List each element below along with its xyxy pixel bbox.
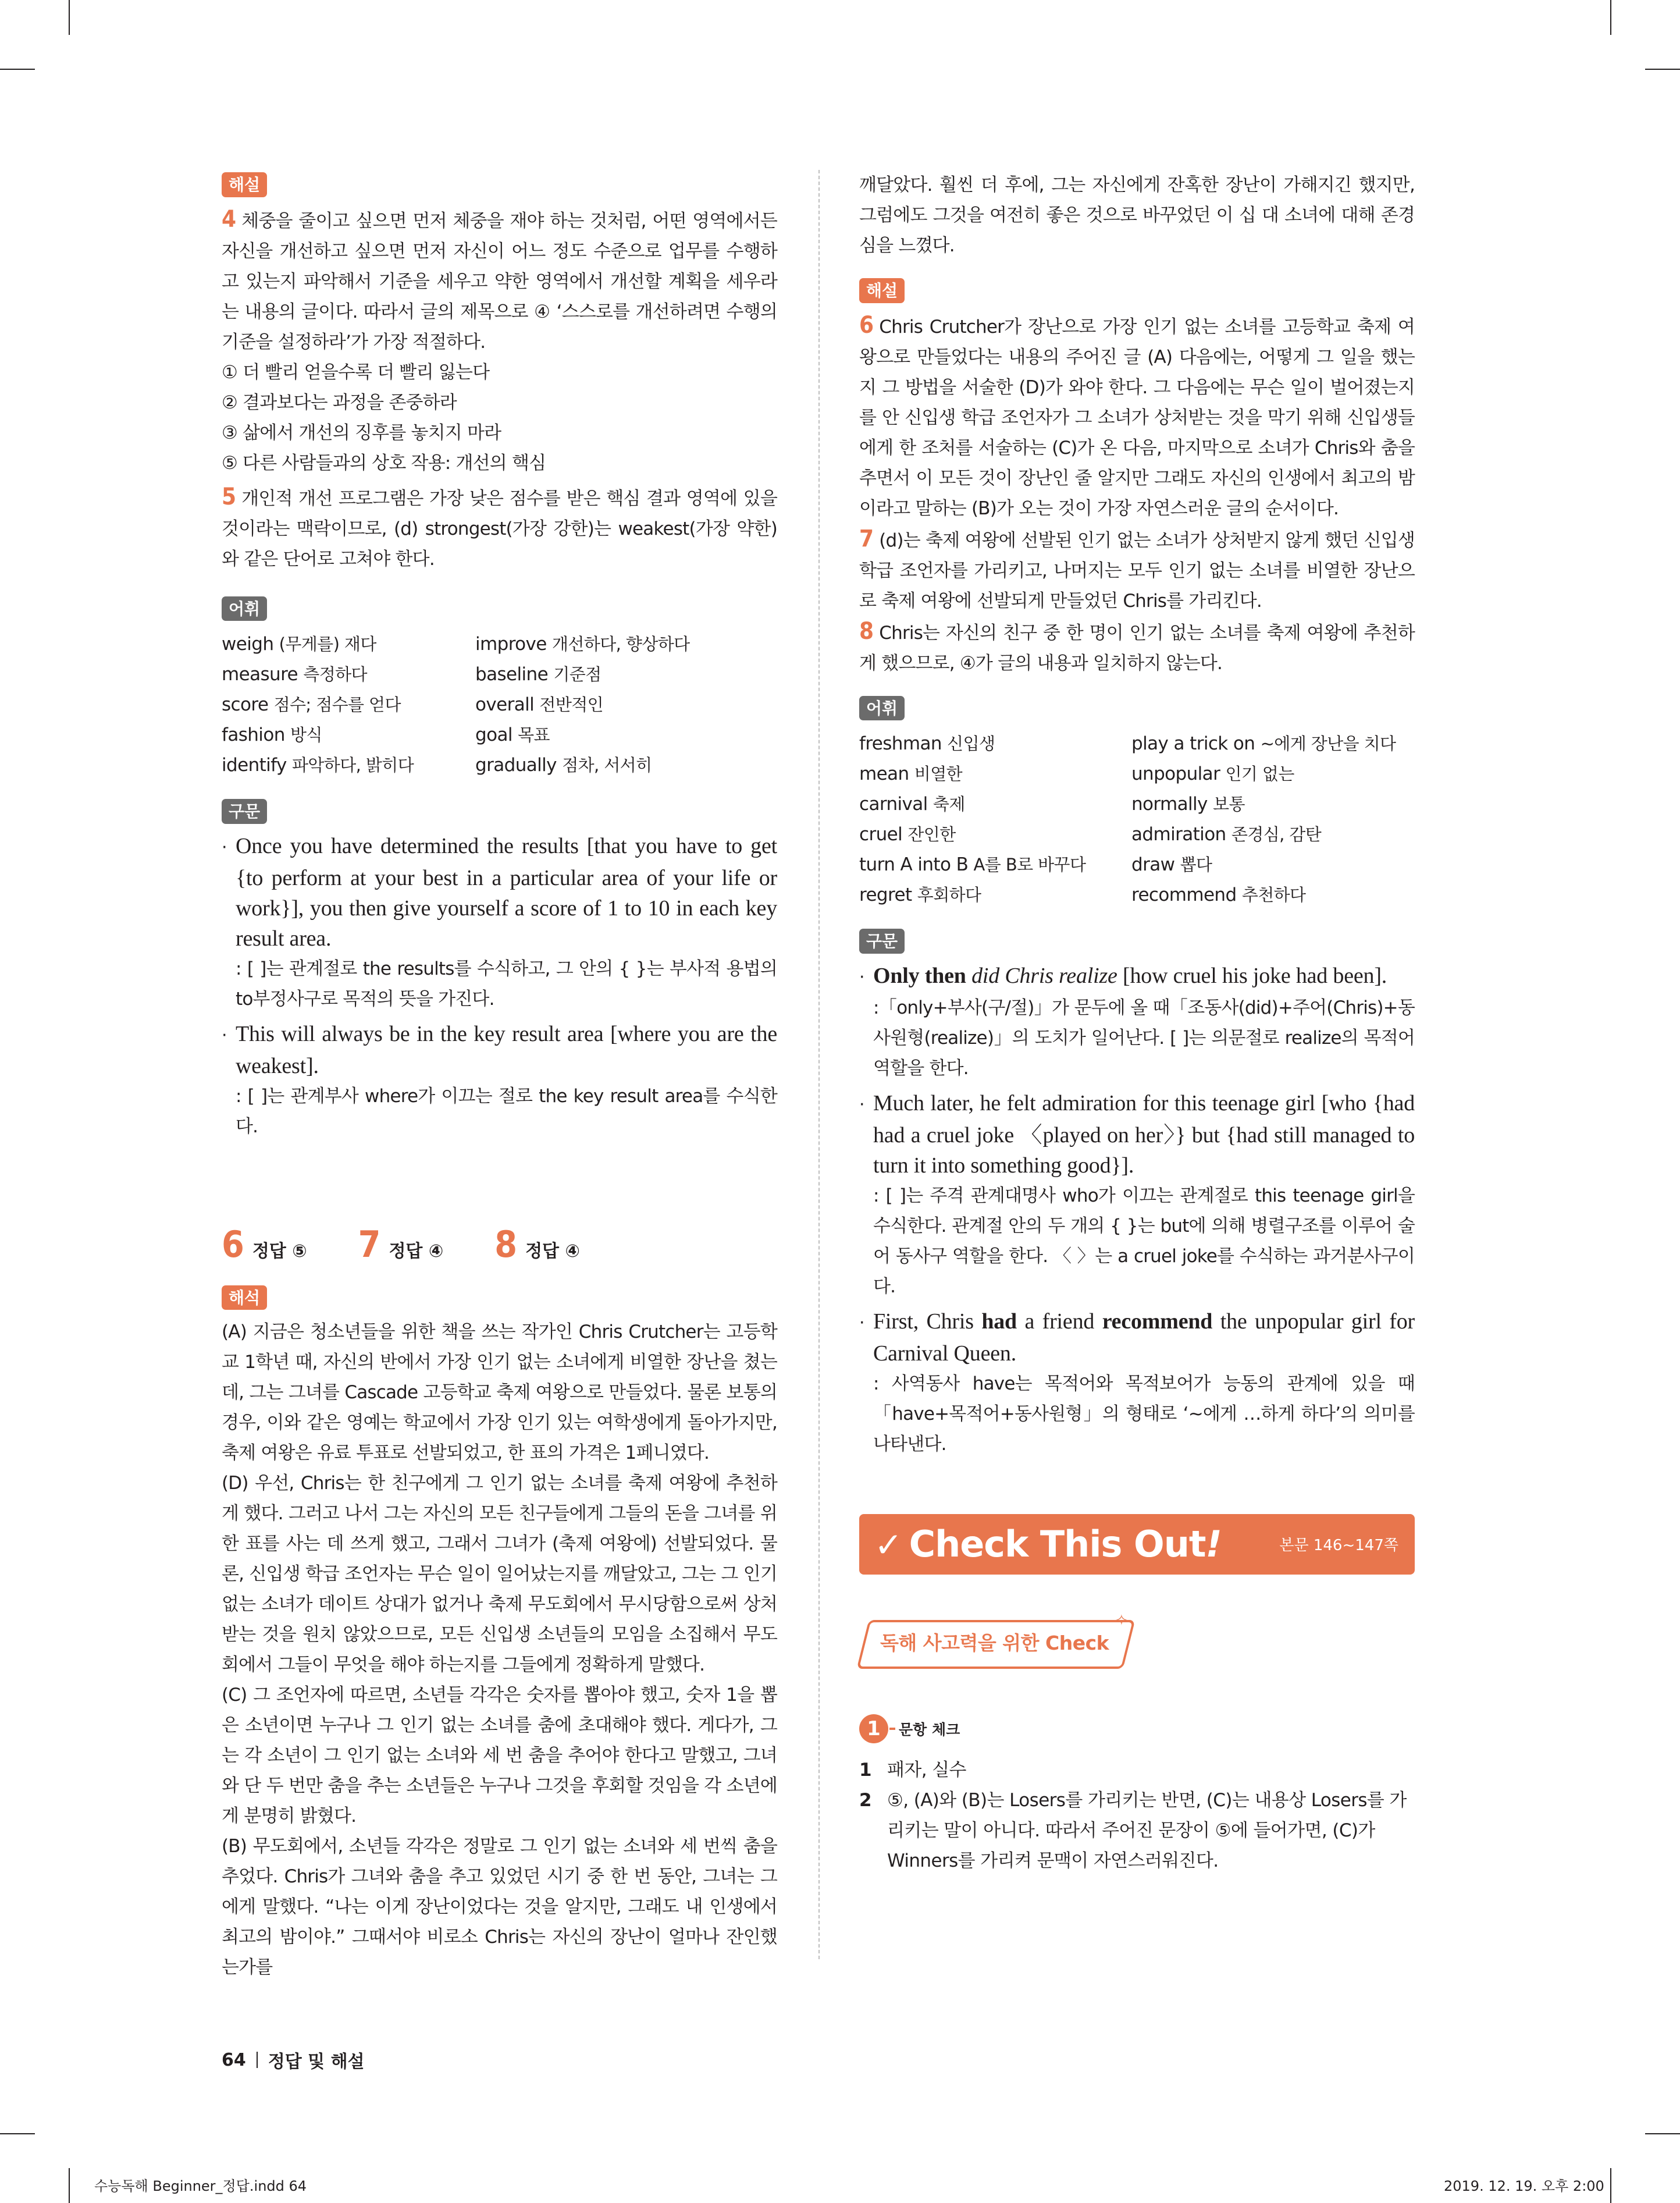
vocab-word: weigh: [222, 634, 274, 655]
explanation-4: [222, 204, 777, 357]
vocab-meaning: 목표: [518, 725, 550, 745]
vocab-entry: [222, 690, 475, 720]
syntax-sentence: [222, 1019, 777, 1081]
vocab-word: freshman: [859, 733, 942, 755]
translation-c: (C) 그 조언자에 따르면, 소년들 각각은 숫자를 뽑아야 했고, 숫자 1을 뽑은 소년이면 누구나 그 인기 없는 소녀를 춤에 초대해야 했다. 게다가, 그는 각 소년이 그 인기 없는 소녀와 세 번 춤을 추어야 한다고 말했고, 그녀와 단 두 번만 춤을 추는 소년들은 누구나 그것을 후회할 것임을 각 소년에게 분명히 밝혔다.: [222, 1685, 777, 1827]
explanation-section-6-8: [859, 276, 1415, 678]
syntax-note: : 사역동사 have는 목적어와 목적보어가 능동의 관계에 있을 때 「have+목적어+동사원형」의 형태로 ‘~에게 …하게 하다’의 의미를 나타낸다.: [873, 1373, 1415, 1455]
translation-d: (D) 우선, Chris는 한 친구에게 그 인기 없는 소녀를 축제 여왕에 추천하게 했다. 그러고 나서 그는 자신의 모든 친구들에게 그들의 돈을 그녀를 위한 표를 사는 데 쓰게 했고, 그래서 그녀가 (축제 여왕에) 선발되었다. 물론, 신입생 학급 조언자는 무슨 일이 일어났는지를 깨달았고, 그는 그 인기 없는 소녀가 데이트 상대가 없거나 축제 무도회에서 무시당함으로써 상처받는 것을 원치 않았으므로, 모든 신입생 소년들의 모임을 소집해서 무도회에서 그들이 무엇을 해야 하는지를 그들에게 정확하게 말했다.: [222, 1473, 777, 1676]
translation-section: [222, 1283, 777, 1983]
vocab-word: identify: [222, 755, 287, 776]
sentence-text: Much later, he felt admiration for this teenage girl [who {had had a cruel joke 〈played on her〉} but {had still managed to turn it into something good}].: [873, 1090, 1415, 1178]
sticker-label: [880, 1628, 1109, 1655]
vocab-meaning: 기준점: [553, 665, 601, 685]
step-label: 문항 체크: [899, 1721, 960, 1738]
answer-label: 정답 ④: [525, 1241, 580, 1262]
item-number: 8: [859, 617, 874, 645]
sentence-bold: recommend: [1102, 1309, 1213, 1334]
vocab-entry: [222, 629, 475, 659]
right-column: [859, 170, 1415, 1876]
answer-label: 정답 ⑤: [252, 1241, 307, 1262]
check-number: 1: [859, 1759, 871, 1781]
tag-vocab: 어휘: [859, 696, 905, 721]
vocab-meaning: A를 B로 바꾸다: [973, 855, 1086, 875]
option-line: ③ 삶에서 개선의 징후를 놓치지 마라: [222, 422, 501, 443]
check-text: ⑤, (A)와 (B)는 Losers를 가리키는 반면, (C)는 내용상 Losers를 가리키는 말이 아니다. 따라서 주어진 문장이 ⑤에 들어가면, (C)가 Winners를 가리켜 문맥이 자연스러워진다.: [887, 1789, 1407, 1871]
bullet-icon: ·: [859, 1312, 865, 1333]
item-number: 6: [859, 311, 874, 339]
vocab-word: normally: [1131, 794, 1208, 815]
vocab-entry: [1131, 789, 1415, 819]
banner-exclamation: !: [1205, 1523, 1222, 1566]
vocab-entry: [1131, 729, 1415, 759]
explanation-text: Chris는 자신의 친구 중 한 명이 인기 없는 소녀를 축제 여왕에 추천하게 했으므로, ④가 글의 내용과 일치하지 않는다.: [859, 622, 1415, 674]
bullet-icon: ·: [222, 1025, 227, 1046]
vocab-meaning: 인기 없는: [1225, 764, 1294, 784]
vocab-word: admiration: [1131, 824, 1226, 845]
syntax-sentence: [859, 1088, 1415, 1181]
vocab-meaning: 방식: [290, 725, 322, 745]
answer-number: 7: [358, 1223, 381, 1266]
vocab-entry: [859, 789, 1131, 819]
check-text: 패자, 실수: [887, 1759, 966, 1781]
explanation-7: [859, 524, 1415, 616]
crop-mark: [0, 69, 35, 70]
bullet-icon: ·: [859, 1094, 865, 1115]
vocab-entry: [1131, 759, 1415, 789]
check-this-out-banner: [859, 1514, 1415, 1575]
crop-mark: [0, 2133, 35, 2134]
vocab-entry: [222, 750, 475, 780]
explanation-section-4-5: [222, 170, 777, 574]
vocab-entry: [859, 729, 1131, 759]
sentence-text: Once you have determined the results [that you have to get {to perform at your best in a particular area of your life or work}], you then give yourself a score of 1 to 10 in each key result area.: [236, 833, 777, 951]
item-number: 4: [222, 205, 236, 233]
vocab-list: [222, 629, 777, 780]
option-line: ① 더 빨리 얻을수록 더 빨리 잃는다: [222, 361, 490, 383]
vocab-word: regret: [859, 884, 912, 906]
vocab-word: play a trick on: [1131, 733, 1255, 755]
vocabulary-section: [222, 594, 777, 781]
syntax-section: [859, 926, 1415, 1459]
syntax-sentence: [859, 1306, 1415, 1369]
vocab-entry: [475, 629, 777, 659]
bullet-icon: ·: [859, 967, 865, 987]
crop-mark: [1610, 0, 1611, 35]
check-answer-2: [859, 1785, 1415, 1876]
item-number: 7: [859, 525, 874, 552]
vocab-word: recommend: [1131, 884, 1237, 906]
vocab-entry: [1131, 819, 1415, 850]
sentence-text: This will always be in the key result area [where you are the weakest].: [236, 1021, 777, 1078]
answer-8: [494, 1223, 580, 1266]
vocab-meaning: 후회하다: [917, 885, 981, 905]
vocab-entry: [1131, 880, 1415, 910]
vocab-word: measure: [222, 664, 298, 685]
sticker-text-ko: 독해 사고력을 위한: [880, 1631, 1040, 1654]
vocab-meaning: 측정하다: [303, 665, 367, 685]
sticker-text-check: Check: [1045, 1631, 1109, 1654]
sentence-text: First, Chris: [873, 1309, 974, 1334]
answer-7: [358, 1223, 444, 1266]
vocab-word: gradually: [475, 755, 557, 776]
vocab-entry: [1131, 850, 1415, 880]
syntax-note: : [ ]는 주격 관계대명사 who가 이끄는 관계절로 this teenage girl을 수식한다. 관계절 안의 두 개의 { }는 but에 의해 병렬구조를 이루어 술어 동사구 역할을 한다. 〈 〉는 a cruel joke를 수식하는 과거분사구이다.: [873, 1185, 1415, 1297]
vocab-word: fashion: [222, 724, 285, 746]
step-number-badge: 1: [859, 1714, 888, 1743]
vocab-meaning: (무게를) 재다: [279, 634, 376, 655]
vocab-entry: [475, 690, 777, 720]
vocab-entry: [859, 819, 1131, 850]
vocabulary-section: [859, 694, 1415, 911]
vocab-word: unpopular: [1131, 763, 1220, 785]
explanation-text: 체중을 줄이고 싶으면 먼저 체중을 재야 하는 것처럼, 어떤 영역에서든 자신을 개선하고 싶으면 먼저 자신이 어느 정도 수준으로 업무를 수행하고 있는지 파악해서 기준을 세우고 약한 영역에서 개선할 계획을 세우라는 내용의 글이다. 따라서 글의 제목으로 ④ ‘스스로를 개선하려면 수행의 기준을 설정하라’가 가장 적절하다.: [222, 210, 777, 353]
page-number: 64: [222, 2049, 246, 2070]
sentence-italic: did Chris realize: [971, 963, 1117, 988]
vocab-word: goal: [475, 724, 512, 746]
checkmark-icon: ✓: [874, 1525, 902, 1565]
column-divider: [818, 170, 820, 1959]
explanation-5: [222, 482, 777, 574]
vocab-entry: [475, 750, 777, 780]
syntax-note: : [ ]는 관계절로 the results를 수식하고, 그 안의 { }는 부사적 용법의 to부정사구로 목적의 뜻을 가진다.: [236, 958, 777, 1010]
syntax-sentence: [222, 831, 777, 954]
print-slug-file: 수능독해 Beginner_정답.indd 64: [94, 2178, 307, 2194]
banner-title: [874, 1523, 1222, 1565]
translation-a: (A) 지금은 청소년들을 위한 책을 쓰는 작가인 Chris Crutcher는 고등학교 1학년 때, 자신의 반에서 가장 인기 없는 소녀에게 비열한 장난을 쳤는데, 그는 그녀를 Cascade 고등학교 축제 여왕으로 만들었다. 물론 보통의 경우, 이와 같은 영예는 학교에서 가장 인기 있는 여학생에게 돌아가지만, 축제 여왕은 유료 투표로 선발되었고, 한 표의 가격은 1페니였다.: [222, 1321, 777, 1464]
vocab-meaning: 점수; 점수를 얻다: [273, 695, 401, 715]
page-footer: [222, 2047, 365, 2073]
crop-mark: [69, 2168, 70, 2203]
vocab-meaning: 추천하다: [1241, 885, 1306, 905]
step-dash: [889, 1728, 895, 1730]
vocab-entry: [859, 850, 1131, 880]
explanation-6: [859, 310, 1415, 524]
syntax-section: [222, 797, 777, 1142]
vocab-entry: [222, 659, 475, 690]
explanation-text: (d)는 축제 여왕에 선발된 인기 없는 소녀가 상처받지 않게 했던 신입생 학급 조언자를 가리키고, 나머지는 모두 인기 없는 소녀를 비열한 장난으로 축제 여왕에 선발되게 만들었던 Chris를 가리킨다.: [859, 530, 1415, 612]
check-answer-1: [859, 1755, 1415, 1785]
print-slug-date: 2019. 12. 19. 오후 2:00: [1444, 2178, 1604, 2194]
banner-pages: 본문 146~147쪽: [1279, 1537, 1398, 1555]
answer-label: 정답 ④: [389, 1241, 444, 1262]
syntax-sentence: [859, 961, 1415, 993]
vocab-entry: [859, 880, 1131, 910]
vocab-list: [859, 729, 1415, 910]
vocab-meaning: 개선하다, 향상하다: [552, 634, 690, 655]
answer-6: [222, 1223, 307, 1266]
item-number: 5: [222, 483, 236, 510]
vocab-word: cruel: [859, 824, 903, 845]
vocab-meaning: 파악하다, 밝히다: [291, 755, 414, 776]
sparkle-icon: ✧: [1115, 1611, 1128, 1629]
vocab-word: baseline: [475, 664, 549, 685]
sentence-text: a friend: [1024, 1309, 1095, 1334]
vocab-meaning: 잔인한: [907, 825, 956, 845]
banner-title-text: Check This Out: [909, 1523, 1206, 1566]
vocab-entry: [475, 720, 777, 750]
sentence-text: the unpopular girl for Carnival Queen.: [873, 1309, 1415, 1366]
vocab-meaning: 존경심, 감탄: [1231, 825, 1322, 845]
vocab-meaning: 전반적인: [539, 695, 604, 715]
vocab-meaning: 보통: [1213, 794, 1245, 815]
vocab-meaning: 점차, 서서히: [562, 755, 652, 776]
footer-separator: [257, 2052, 258, 2068]
sentence-bold: Only then: [873, 963, 966, 988]
vocab-meaning: ~에게 장난을 치다: [1260, 734, 1396, 754]
vocab-word: draw: [1131, 854, 1175, 876]
left-column: [222, 170, 777, 1982]
vocab-word: carnival: [859, 794, 928, 815]
answer-row: [222, 1223, 777, 1266]
vocab-entry: [859, 759, 1131, 789]
vocab-meaning: 비열한: [914, 764, 963, 784]
crop-mark: [1645, 69, 1680, 70]
answer-number: 6: [222, 1223, 244, 1266]
vocab-word: improve: [475, 634, 547, 655]
explanation-8: [859, 616, 1415, 678]
tag-haeseol: 해설: [222, 172, 267, 197]
step-header: [859, 1714, 1415, 1743]
vocab-meaning: 뽑다: [1180, 855, 1212, 875]
option-line: ② 결과보다는 과정을 존중하라: [222, 392, 457, 413]
vocab-entry: [222, 720, 475, 750]
tag-vocab: 어휘: [222, 596, 267, 621]
syntax-note: : [ ]는 관계부사 where가 이끄는 절로 the key result area를 수식한다.: [236, 1085, 777, 1137]
footer-section: 정답 및 해설: [268, 2052, 365, 2072]
vocab-entry: [475, 659, 777, 690]
vocab-word: turn A into B: [859, 854, 969, 876]
sentence-text: [how cruel his joke had been].: [1123, 963, 1387, 988]
sentence-bold: had: [981, 1309, 1017, 1334]
translation-b: (B) 무도회에서, 소년들 각각은 정말로 그 인기 없는 소녀와 세 번씩 춤을 추었다. Chris가 그녀와 춤을 추고 있었던 시기 중 한 번 동안, 그녀는 그에게 말했다. “나는 이게 장난이었다는 것을 알지만, 그래도 내 인생에서 최고의 밤이야.” 그때서야 비로소 Chris는 자신의 장난이 얼마나 잔인했는가를: [222, 1836, 777, 1978]
explanation-text: Chris Crutcher가 장난으로 가장 인기 없는 소녀를 고등학교 축제 여왕으로 만들었다는 내용의 주어진 글 (A) 다음에는, 어떻게 그 일을 했는지 그 방법을 서술한 (D)가 와야 한다. 그 다음에는 무슨 일이 벌어졌는지를 안 신입생 학급 조언자가 그 소녀가 상처받는 것을 막기 위해 신입생들에게 한 조처를 서술하는 (C)가 온 다음, 마지막으로 소녀가 Chris와 춤을 추면서 이 모든 것이 장난인 줄 알지만 그래도 자신의 인생에서 최고의 밤이라고 말하는 (B)가 오는 것이 가장 자연스러운 글의 순서이다.: [859, 316, 1415, 519]
syntax-note: :「only+부사(구/절)」가 문두에 올 때「조동사(did)+주어(Chris)+동사원형(realize)」의 도치가 일어난다. [ ]는 의문절로 realize의 목적어 역할을 한다.: [873, 997, 1415, 1079]
vocab-meaning: 신입생: [947, 734, 995, 754]
option-line: ⑤ 다른 사람들과의 상호 작용: 개선의 핵심: [222, 452, 546, 474]
answer-number: 8: [494, 1223, 518, 1266]
vocab-word: overall: [475, 694, 535, 716]
crop-mark: [1645, 2133, 1680, 2134]
crop-mark: [69, 0, 70, 35]
explanation-text: 개인적 개선 프로그램은 가장 낮은 점수를 받은 핵심 결과 영역에 있을 것이라는 맥락이므로, (d) strongest(가장 강한)는 weakest(가장 약한)와 같은 단어로 고쳐야 한다.: [222, 488, 777, 570]
reading-check-sticker: [859, 1611, 1133, 1673]
tag-haeseok: 해석: [222, 1285, 267, 1310]
check-number: 2: [859, 1789, 871, 1811]
tag-haeseol: 해설: [859, 278, 905, 303]
tag-gumun: 구문: [859, 929, 905, 954]
tag-gumun: 구문: [222, 799, 267, 824]
crop-mark: [1610, 2168, 1611, 2203]
bullet-icon: ·: [222, 837, 227, 858]
vocab-meaning: 축제: [932, 794, 965, 815]
vocab-word: score: [222, 694, 269, 716]
vocab-word: mean: [859, 763, 909, 785]
translation-continued: 깨달았다. 훨씬 더 후에, 그는 자신에게 잔혹한 장난이 가해지긴 했지만, 그럼에도 그것을 여전히 좋은 것으로 바꾸었던 이 십 대 소녀에 대해 존경심을 느꼈다.: [859, 175, 1415, 256]
